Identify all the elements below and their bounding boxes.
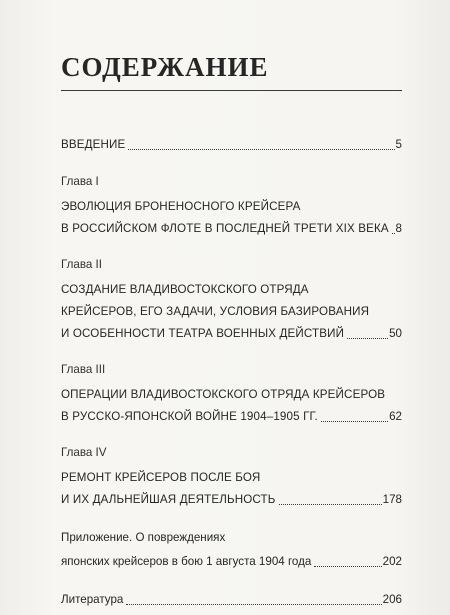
dot-leader <box>314 566 381 567</box>
title-underline <box>61 90 402 91</box>
dot-leader <box>392 233 395 234</box>
toc-line <box>61 554 402 570</box>
toc-page-number: 50 <box>389 327 402 340</box>
toc-entry-appendix <box>61 530 402 570</box>
toc-entry-literature <box>61 592 402 608</box>
toc-page-number: 202 <box>382 555 402 568</box>
toc-entry-title-line: И ОСОБЕННОСТИ ТЕАТРА ВОЕННЫХ ДЕЙСТВИЙ <box>61 327 345 340</box>
toc-line <box>61 409 402 425</box>
chapter-label: Глава I <box>61 175 99 188</box>
toc-entry-title-line: японских крейсеров в бою 1 августа 1904 года <box>61 555 312 568</box>
toc-line <box>61 592 402 608</box>
toc-entry-title-line: В РУССКО-ЯПОНСКОЙ ВОЙНЕ 1904–1905 ГГ. <box>61 410 318 423</box>
toc-entry-intro <box>61 137 402 153</box>
toc-line <box>61 326 402 342</box>
chapter-label: Глава III <box>61 363 106 376</box>
toc-entry-chapter-2 <box>61 257 402 342</box>
toc-entry-title-line: РЕМОНТ КРЕЙСЕРОВ ПОСЛЕ БОЯ <box>61 471 261 484</box>
toc-page-number: 206 <box>382 593 402 606</box>
dot-leader <box>128 149 394 150</box>
chapter-label: Глава IV <box>61 446 107 459</box>
dot-leader <box>321 421 388 422</box>
toc-entry-title-line: КРЕЙСЕРОВ, ЕГО ЗАДАЧИ, УСЛОВИЯ БАЗИРОВАНИЯ <box>61 305 370 318</box>
toc-entry-title-line: ЭВОЛЮЦИЯ БРОНЕНОСНОГО КРЕЙСЕРА <box>61 200 301 213</box>
toc-entry-chapter-4 <box>61 445 402 508</box>
toc-page-number: 5 <box>395 138 402 151</box>
page-title: СОДЕРЖАНИЕ <box>61 52 269 82</box>
dot-leader <box>347 338 388 339</box>
toc-entry-title: ВВЕДЕНИЕ <box>61 138 126 151</box>
table-of-contents <box>61 137 402 608</box>
toc-entry-title-line: Приложение. О повреждениях <box>61 531 226 544</box>
toc-entry-title-line: ОПЕРАЦИИ ВЛАДИВОСТОКСКОГО ОТРЯДА КРЕЙСЕРОВ <box>61 388 386 401</box>
toc-page-number: 62 <box>389 410 402 423</box>
toc-line <box>61 492 402 508</box>
dot-leader <box>279 504 382 505</box>
chapter-label: Глава II <box>61 258 102 271</box>
toc-entry-chapter-1 <box>61 174 402 237</box>
toc-line <box>61 137 402 153</box>
toc-entry-title-line: И ИХ ДАЛЬНЕЙШАЯ ДЕЯТЕЛЬНОСТЬ <box>61 493 276 506</box>
toc-page-number: 8 <box>395 222 402 235</box>
toc-entry-title-line: СОЗДАНИЕ ВЛАДИВОСТОКСКОГО ОТРЯДА <box>61 283 309 296</box>
toc-entry-title-line: В РОССИЙСКОМ ФЛОТЕ В ПОСЛЕДНЕЙ ТРЕТИ XIX ВЕКА <box>61 222 389 235</box>
dot-leader <box>126 604 381 605</box>
toc-entry-title: Литература <box>61 593 124 606</box>
toc-line <box>61 221 402 237</box>
toc-page-number: 178 <box>382 493 402 506</box>
toc-entry-chapter-3 <box>61 362 402 425</box>
